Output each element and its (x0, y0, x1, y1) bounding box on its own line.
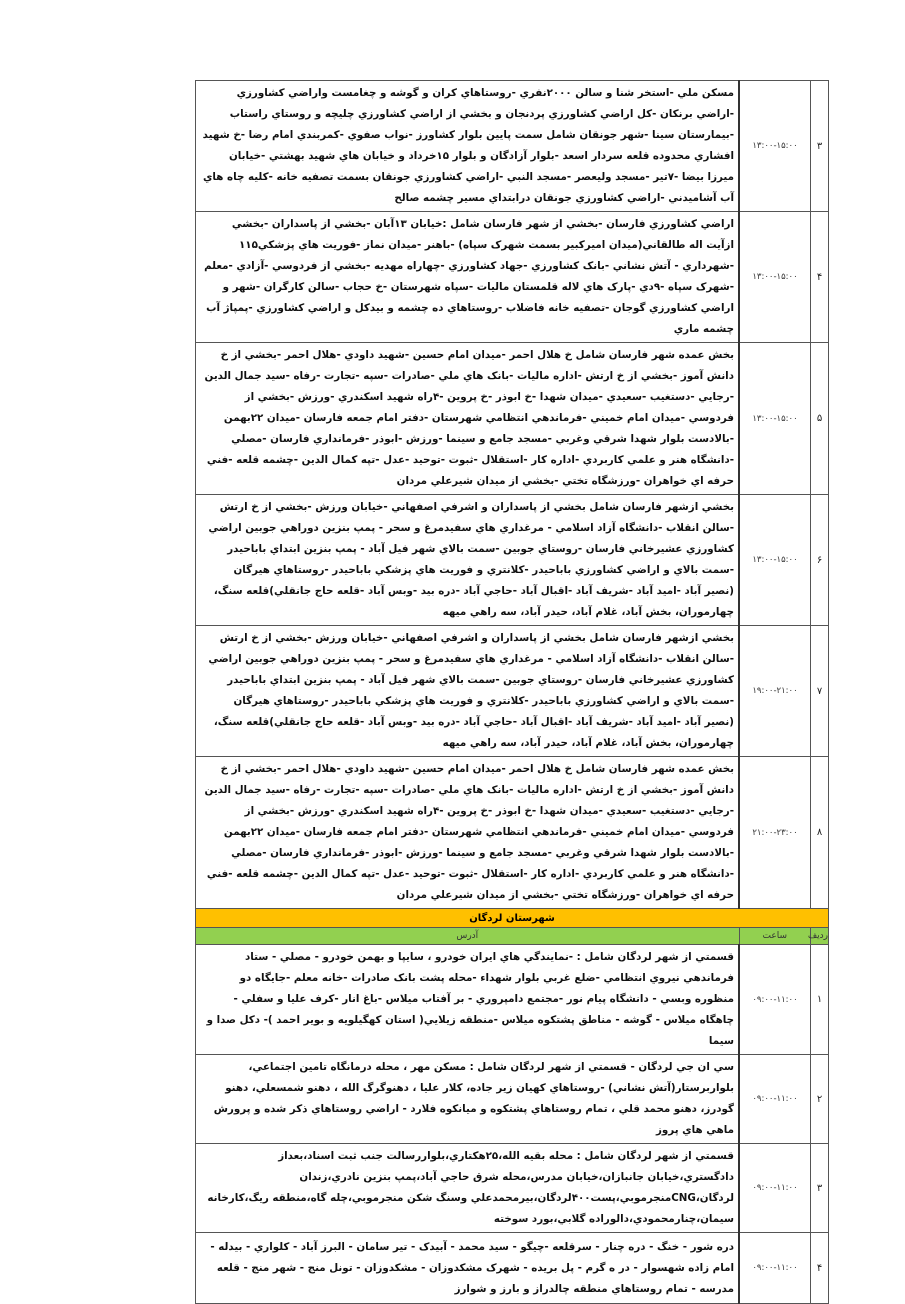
row-time: ۱۳:۰۰-۱۵:۰۰ (739, 81, 811, 212)
table-row (196, 212, 829, 343)
row-number: ۷ (811, 626, 829, 757)
header-number: ردیف (811, 928, 829, 945)
table-row (196, 1055, 829, 1144)
row-address: قسمتي از شهر لردگان شامل : محله بقيه الله،۲۵هکتاري،بلواررسالت جنب ثبت اسناد،بعداز دادگستري،خيابان جانبازان،خيابان مدرس،محله شرق حاجي آباد،پمپ بنزين نادري،زندان لردگان،CNGمنجرموبي،پست۴۰۰لردگان،بيرمحمدعلي وسنگ شکن منجرموبي،چله گاه،منطقه ريگ،کارخانه سيمان،چنارمحمودي،دالوراده گلابي،بورد سوخته (196, 1144, 740, 1233)
row-time: ۱۳:۰۰-۱۵:۰۰ (739, 343, 811, 495)
row-address: بخشي ازشهر فارسان شامل بخشي از پاسداران و اشرفي اصفهاني -خيابان ورزش -بخشي از خ ارتش -سالن انقلاب -دانشگاه آزاد اسلامي - مرغداري هاي سفيدمرغ و سحر - پمپ بنزين دوراهي جوبين اراضي کشاورزي عشيرخاني فارسان -روستاي جوبين -سمت بالاي شهر فيل آباد - پمپ بنزين ابتداي باباحيدر -سمت بالاي و اراضي کشاورزي باباحيدر -کلانتري و فوريت هاي پزشکي باباحيدر -روستاهاي هيرگان (نصير آباد -اميد آباد -شريف آباد -اقبال آباد -حاجي آباد -دره بيد -وبس آباد -قلعه حاج جانقلي)قلعه سنگ، چهارموران، بخش آباد، غلام آباد، حيدر آباد، سه راهي ميهه (196, 495, 740, 626)
row-number: ۲ (811, 1055, 829, 1144)
table-row (196, 757, 829, 909)
outage-schedule-table (195, 80, 829, 1304)
row-address: دره شور - خنگ - دره چنار - سرقلعه -چيگو - سيد محمد - آبيدک - تير سامان - البرز آباد - کلواري - بيدله - امام زاده شهسوار - در ه گرم - پل بريده - شهرک مشکدوزان - مشکدوزان - تونل منج - شهر منج - قلعه مدرسه - تمام روستاهاي منطقه چالدراز و بارز و شوارز (196, 1233, 740, 1304)
table-row (196, 945, 829, 1055)
row-time: ۰۹:۰۰-۱۱:۰۰ (739, 1144, 811, 1233)
row-number: ۸ (811, 757, 829, 909)
row-time: ۰۹:۰۰-۱۱:۰۰ (739, 1055, 811, 1144)
section-header-row (196, 909, 829, 928)
table-row (196, 81, 829, 212)
table-row (196, 1144, 829, 1233)
row-address: بخش عمده شهر فارسان شامل خ هلال احمر -ميدان امام حسين -شهيد داودي -هلال احمر -بخشي از خ دانش آموز -بخشي از خ ارتش -اداره ماليات -بانک هاي ملي -صادرات -سپه -تجارت -رفاه -سيد جمال الدين -رجايي -دستغيب -سعيدي -ميدان شهدا -خ ابوذر -خ پروين -۴راه شهيد اسکندري -ورزش -بخشي از فردوسي -ميدان امام خميني -فرماندهي انتظامي شهرستان -دفتر امام جمعه فارسان -ميدان ۲۲بهمن -بالادست بلوار شهدا شرقي وغربي -مسجد جامع و سينما -ورزش -ابوذر -فرمانداري فارسان -مصلي -دانشگاه هنر و علمي کاربردي -اداره کار -استقلال -ثبوت -توحيد -عدل -تپه کمال الدين -چشمه قلعه -فني حرفه اي خواهران -ورزشگاه تختي -بخشي از ميدان شيرعلي مردان (196, 343, 740, 495)
table-row (196, 343, 829, 495)
row-address: قسمتي از شهر لردگان شامل : -نمايندگي هاي ايران خودرو ، سايپا و بهمن خودرو - مصلي - ستاد فرماندهي نيروي انتظامي -ضلع غربي بلوار شهداء -محله پشت بانک صادرات -خانه معلم -جايگاه دو منظوره وبسي - دانشگاه پيام نور -مجتمع دامپروري - بر آفتاب ميلاس -باغ انار -کرف عليا و سفلي - چاهگاه ميلاس - گوشه - مناطق پشتکوه ميلاس -منطقه زيلايي( استان کهگيلويه و بوير احمد )- دکل صدا و سيما (196, 945, 740, 1055)
section-title: شهرستان لردگان (196, 909, 829, 928)
header-address: آدرس (196, 928, 740, 945)
row-number: ۶ (811, 495, 829, 626)
row-number: ۳ (811, 81, 829, 212)
row-time: ۱۳:۰۰-۱۵:۰۰ (739, 495, 811, 626)
table-row (196, 626, 829, 757)
row-address: اراضي کشاورزي فارسان -بخشي از شهر فارسان شامل :خيابان ۱۳آبان -بخشي از پاسداران -بخشي ازآيت اله طالقاني(ميدان اميرکبير بسمت شهرک سپاه) -باهنر -ميدان نماز -فوريت هاي پزشکي۱۱۵ -شهرداري - آتش نشاني -بانک کشاورزي -جهاد کشاورزي -چهاراه مهديه -بخشي از فردوسي -آزادي -معلم -شهرک سپاه -۹دي -پارک هاي لاله قلمستان ماليات -سپاه شهرستان -خ حجاب -سالن کارگران -شهر و اراضي کشاورزي گوجان -تصفيه خانه فاضلاب -روستاهاي ده چشمه و بيدکل و اراضي کشاورزي -پمپاژ آب چشمه ماري (196, 212, 740, 343)
row-address: بخش عمده شهر فارسان شامل خ هلال احمر -ميدان امام حسين -شهيد داودي -هلال احمر -بخشي از خ دانش آموز -بخشي از خ ارتش -اداره ماليات -بانک هاي ملي -صادرات -سپه -تجارت -رفاه -سيد جمال الدين -رجايي -دستغيب -سعيدي -ميدان شهدا -خ ابوذر -خ پروين -۴راه شهيد اسکندري -ورزش -بخشي از فردوسي -ميدان امام خميني -فرماندهي انتظامي شهرستان -دفتر امام جمعه فارسان -ميدان ۲۲بهمن -بالادست بلوار شهدا شرقي وغربي -مسجد جامع و سينما -ورزش -ابوذر -فرمانداري فارسان -مصلي -دانشگاه هنر و علمي کاربردي -اداره کار -استقلال -ثبوت -توحيد -عدل -تپه کمال الدين -چشمه قلعه -فني حرفه اي خواهران -ورزشگاه تختي -بخشي از ميدان شيرعلي مردان (196, 757, 740, 909)
row-address: مسکن ملي -استخر شنا و سالن ۲۰۰۰نفري -روستاهاي کران و گوشه و چغامست واراضي کشاورزي -اراضي برنکان -کل اراضي کشاورزي پردنجان و بخشي از اراضي کشاورزي چليچه و روستاي راستاب -بيمارستان سينا -شهر جونقان شامل سمت پايين بلوار کشاورز -نواب صفوي -کمربندي امام رضا -خ شهيد افشاري محدوده قلعه سردار اسعد -بلوار آزادگان و بلوار ۱۵خرداد و خيابان هاي شهيد بهشتي -خيابان ميرزا بيضا -۷تير -مسجد وليعصر -مسجد النبي -اراضي کشاورزي جونقان بسمت تصفيه خانه -کليه چاه هاي آب آشاميدني -اراضي کشاورزي جونقان درابتداي مسير چشمه صالح (196, 81, 740, 212)
row-time: ۲۱:۰۰-۲۳:۰۰ (739, 757, 811, 909)
row-number: ۴ (811, 212, 829, 343)
row-number: ۵ (811, 343, 829, 495)
row-number: ۳ (811, 1144, 829, 1233)
header-time: ساعت (739, 928, 811, 945)
table-row (196, 1233, 829, 1304)
row-time: ۰۹:۰۰-۱۱:۰۰ (739, 1233, 811, 1304)
table-row (196, 495, 829, 626)
row-number: ۱ (811, 945, 829, 1055)
row-address: سي ان جي لردگان - قسمتي از شهر لردگان شامل : مسکن مهر ، محله درمانگاه تامين اجتماعي، بلواربرستار(آتش نشاني) -روستاهاي کهيان زير جاده، کلار عليا ، دهنوگرگ الله ، دهنو شمسعلي، دهنو گودرز، دهنو محمد قلي ، تمام روستاهاي پشتکوه و ميانکوه فلارد - اراضي روستاهاي ذکر شده و پرورش ماهي هاي پروز (196, 1055, 740, 1144)
row-address: بخشي ازشهر فارسان شامل بخشي از پاسداران و اشرفي اصفهاني -خيابان ورزش -بخشي از خ ارتش -سالن انقلاب -دانشگاه آزاد اسلامي - مرغداري هاي سفيدمرغ و سحر - پمپ بنزين دوراهي جوبين اراضي کشاورزي عشيرخاني فارسان -روستاي جوبين -سمت بالاي شهر فيل آباد - پمپ بنزين ابتداي باباحيدر -سمت بالاي و اراضي کشاورزي باباحيدر -کلانتري و فوريت هاي پزشکي باباحيدر -روستاهاي هيرگان (نصير آباد -اميد آباد -شريف آباد -اقبال آباد -حاجي آباد -دره بيد -وبس آباد -قلعه حاج جانقلي)قلعه سنگ، چهارموران، بخش آباد، غلام آباد، حيدر آباد، سه راهي ميهه (196, 626, 740, 757)
row-number: ۴ (811, 1233, 829, 1304)
row-time: ۱۳:۰۰-۱۵:۰۰ (739, 212, 811, 343)
row-time: ۰۹:۰۰-۱۱:۰۰ (739, 945, 811, 1055)
column-header-row (196, 928, 829, 945)
row-time: ۱۹:۰۰-۲۱:۰۰ (739, 626, 811, 757)
